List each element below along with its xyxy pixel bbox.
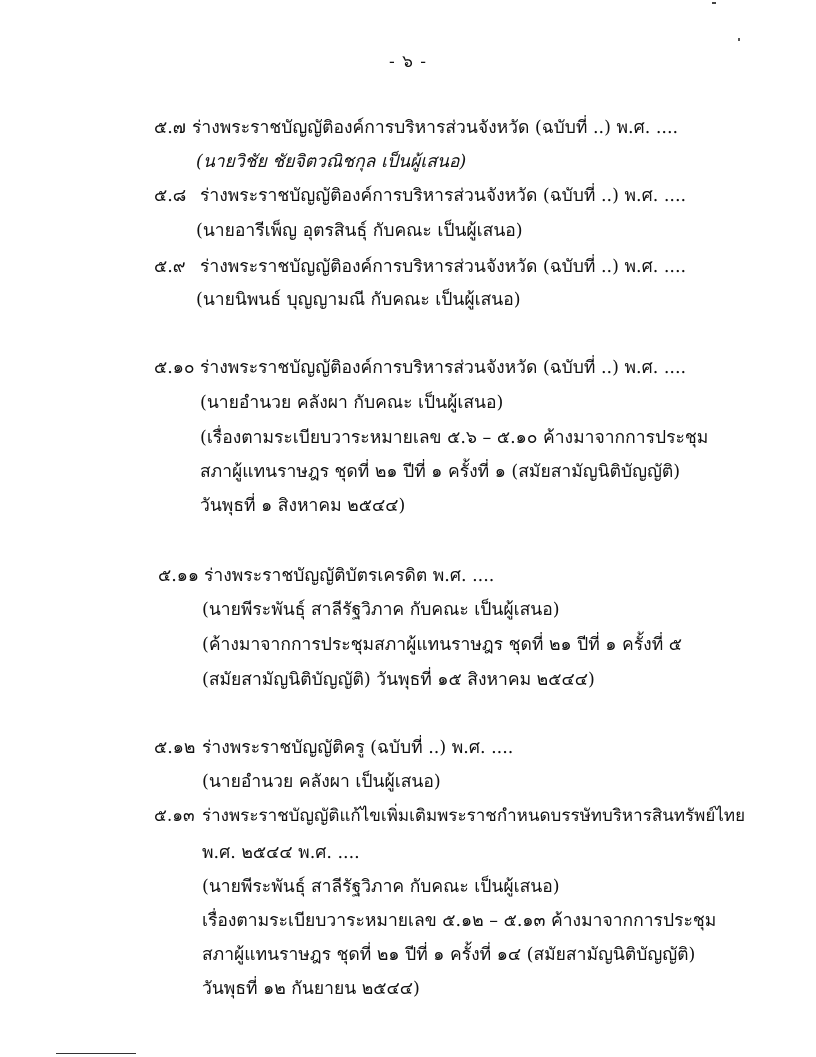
agenda-item-title [154, 116, 678, 140]
agenda-item-title-text: ร่างพระราชบัญญัติครู (ฉบับที่ ..) พ.ศ. .... [202, 738, 514, 758]
agenda-item-title-text: ร่างพระราชบัญญัติบัตรเครดิต พ.ศ. .... [204, 566, 495, 586]
scan-mark [738, 38, 740, 41]
agenda-item-note: (สมัยสามัญนิติบัญญัติ) วันพุธที่ ๑๕ สิงหาคม ๒๕๔๔) [202, 670, 595, 690]
agenda-item-number: ๕.๗ [154, 118, 186, 138]
agenda-item-number: ๕.๑๐ [154, 358, 195, 378]
agenda-item-proposer: (นายอำนวย คลังผา เป็นผู้เสนอ) [202, 772, 441, 792]
agenda-item-title-text: ร่างพระราชบัญญัติองค์การบริหารส่วนจังหวัด (ฉบับที่ ..) พ.ศ. .... [200, 358, 687, 378]
scan-mark [712, 2, 716, 4]
agenda-item-title-text: ร่างพระราชบัญญัติองค์การบริหารส่วนจังหวัด (ฉบับที่ ..) พ.ศ. .... [200, 186, 687, 206]
agenda-item-proposer: (นายอำนวย คลังผา กับคณะ เป็นผู้เสนอ) [200, 393, 504, 413]
agenda-item-note: (ค้างมาจากการประชุมสภาผู้แทนราษฎร ชุดที่ ๒๑ ปีที่ ๑ ครั้งที่ ๕ [202, 635, 683, 655]
agenda-item-number: ๕.๘ [154, 186, 187, 206]
agenda-item-title [154, 255, 686, 279]
agenda-item-note: เรื่องตามระเบียบวาระหมายเลข ๕.๑๒ – ๕.๑๓ ค้างมาจากการประชุม [202, 911, 717, 931]
agenda-item-title [154, 184, 686, 208]
agenda-item-title [154, 736, 513, 760]
agenda-item-number: ๕.๑๒ [154, 738, 196, 758]
agenda-item-number: ๕.๑๓ [154, 806, 195, 826]
agenda-item-note: วันพุธที่ ๑๒ กันยายน ๒๕๔๔) [202, 979, 420, 999]
agenda-item-title-continued: พ.ศ. ๒๕๔๔ พ.ศ. .... [202, 843, 360, 863]
agenda-item-title-text: ร่างพระราชบัญญัติองค์การบริหารส่วนจังหวัด (ฉบับที่ ..) พ.ศ. .... [192, 118, 679, 138]
agenda-item-number: ๕.๙ [154, 257, 186, 277]
page-number: - ๖ - [388, 52, 428, 72]
agenda-item-proposer: (นายพีระพันธุ์ สาลีรัฐวิภาค กับคณะ เป็นผู้เสนอ) [202, 600, 560, 620]
agenda-item-note: วันพุธที่ ๑ สิงหาคม ๒๕๔๔) [200, 496, 406, 516]
agenda-item-title [158, 564, 494, 588]
agenda-item-title-text: ร่างพระราชบัญญัติแก้ไขเพิ่มเติมพระราชกำหนดบรรษัทบริหารสินทรัพย์ไทย [202, 806, 746, 826]
agenda-item-proposer: (นายพีระพันธุ์ สาลีรัฐวิภาค กับคณะ เป็นผู้เสนอ) [202, 877, 560, 897]
agenda-item-title [154, 356, 686, 380]
agenda-item-proposer: (นายนิพนธ์ บุญญามณี กับคณะ เป็นผู้เสนอ) [196, 290, 521, 310]
agenda-item-note: สภาผู้แทนราษฎร ชุดที่ ๒๑ ปีที่ ๑ ครั้งที่ ๑ (สมัยสามัญนิติบัญญัติ) [200, 462, 681, 482]
agenda-item-note: (เรื่องตามระเบียบวาระหมายเลข ๕.๖ – ๕.๑๐ ค้างมาจากการประชุม [200, 428, 709, 448]
footer-divider [56, 1053, 136, 1054]
agenda-item-proposer: (นายอารีเพ็ญ อุตรสินธุ์ กับคณะ เป็นผู้เสนอ) [196, 221, 523, 241]
agenda-item-title-text: ร่างพระราชบัญญัติองค์การบริหารส่วนจังหวัด (ฉบับที่ ..) พ.ศ. .... [200, 257, 687, 277]
agenda-item-number: ๕.๑๑ [158, 566, 200, 586]
agenda-item-title [154, 804, 745, 828]
agenda-item-note: สภาผู้แทนราษฎร ชุดที่ ๒๑ ปีที่ ๑ ครั้งที่ ๑๔ (สมัยสามัญนิติบัญญัติ) [202, 945, 696, 965]
agenda-item-proposer: (นายวิชัย ชัยจิตวณิชกุล เป็นผู้เสนอ) [196, 152, 467, 172]
